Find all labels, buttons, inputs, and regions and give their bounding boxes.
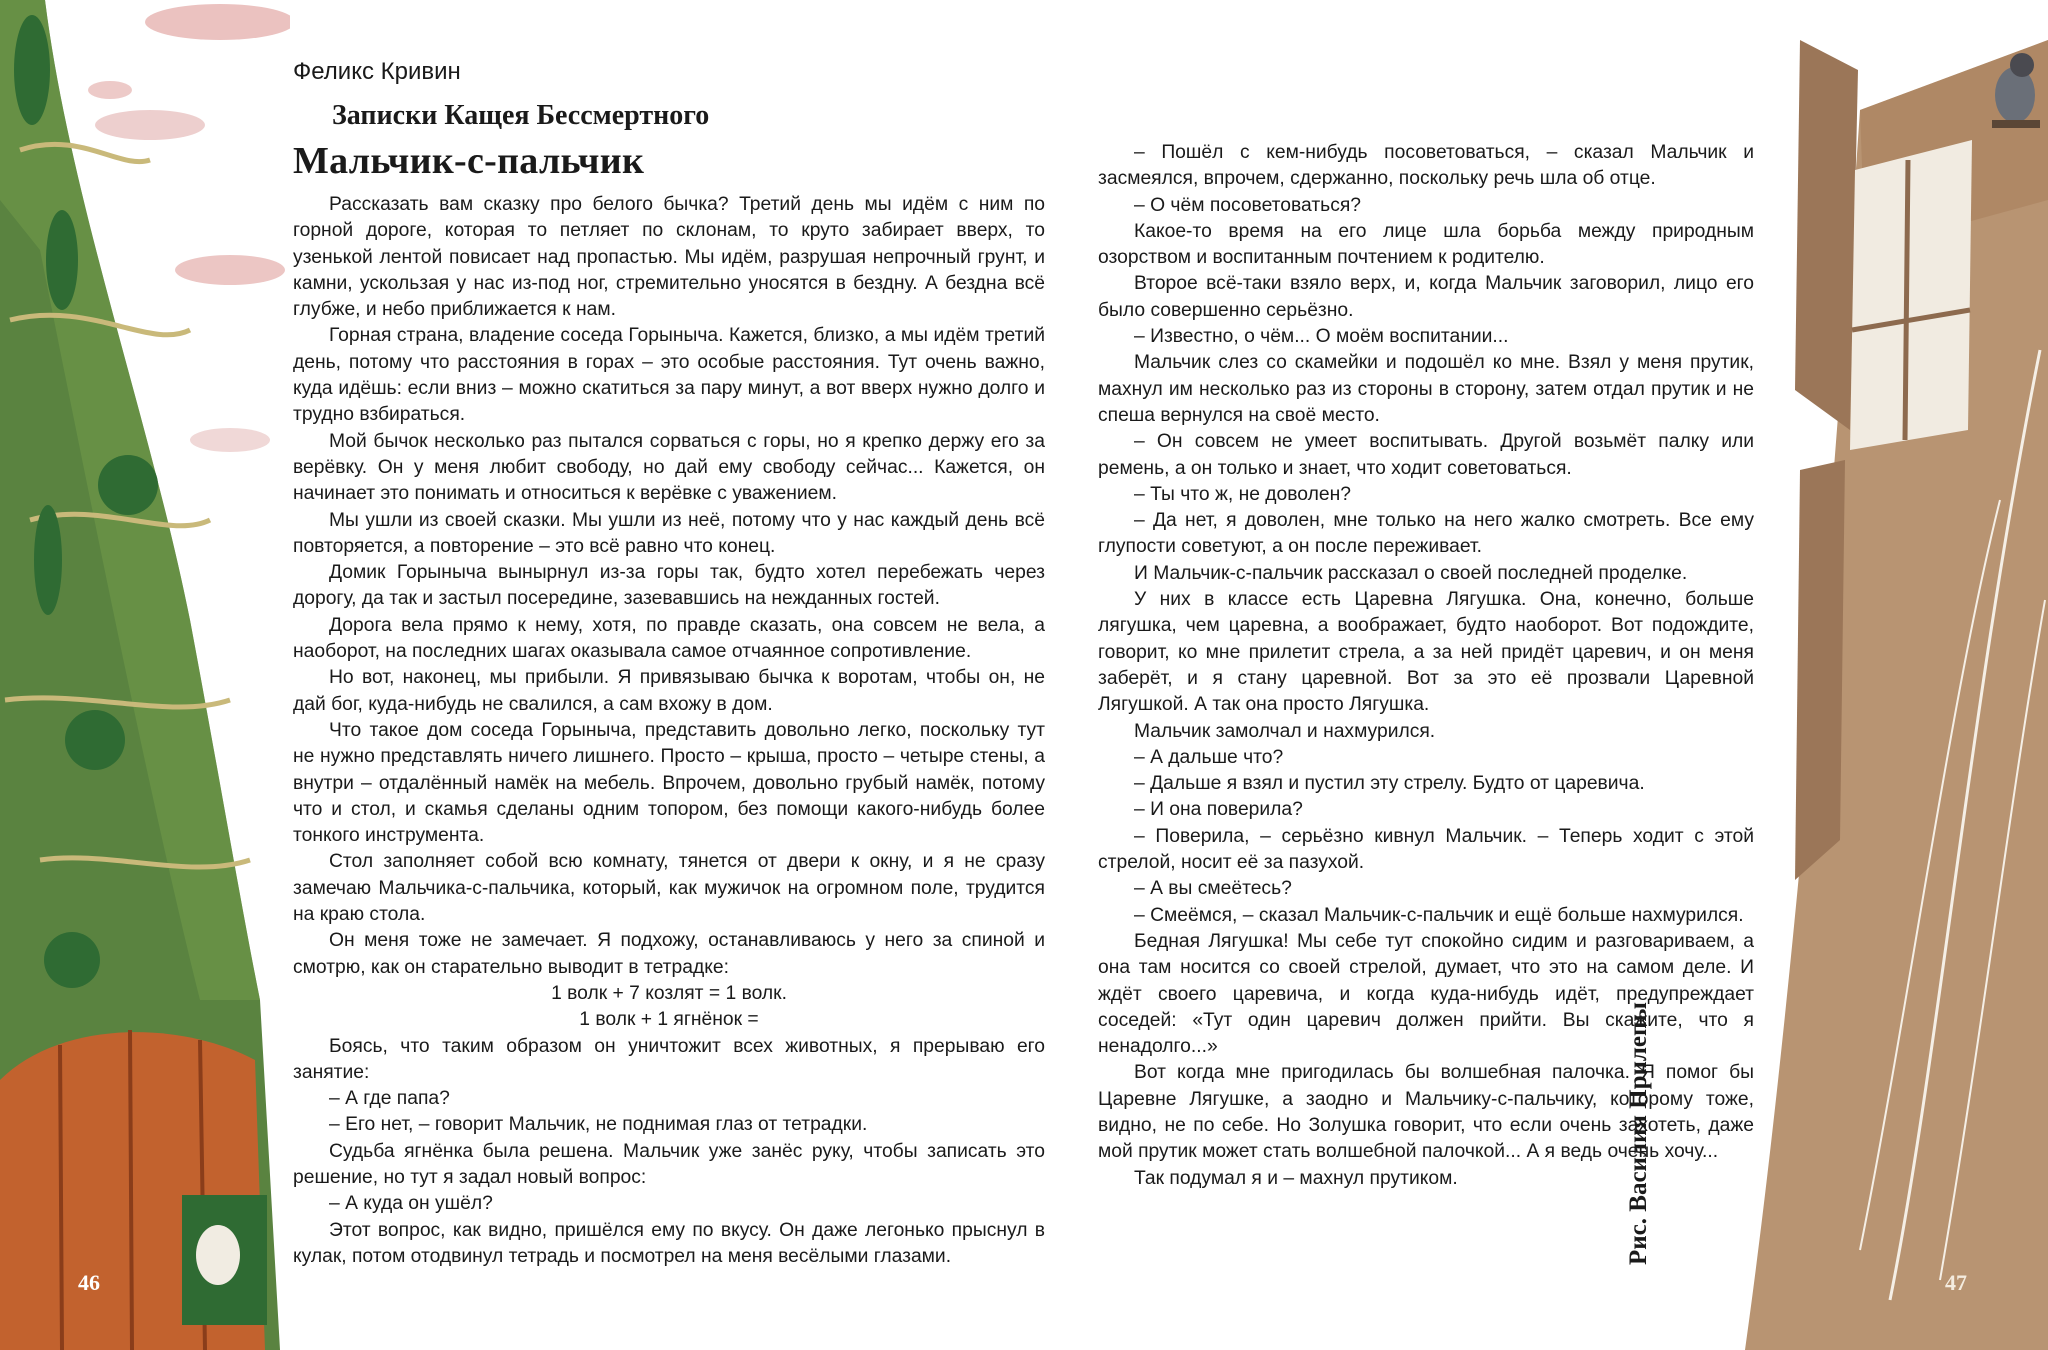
right-illustration	[1740, 0, 2048, 1350]
paragraph: Но вот, наконец, мы прибыли. Я привязываю бычка к воротам, чтобы он, не дай бог, куда-нибудь не свалился, а сам вхожу в дом.	[293, 667, 1045, 715]
dialogue-line: – А куда он ушёл?	[329, 1193, 493, 1215]
author-name: Феликс Кривин	[293, 58, 461, 85]
paragraph: У них в классе есть Царевна Лягушка. Она, конечно, больше лягушка, чем царевна, а воображает, будто наоборот. Вот подождите, говорит, ко мне прилетит стрела, а за ней придёт царевич, и он меня заберёт, и я стану царевной. Вот за это её прозвали Царевной Лягушкой. А так она просто Лягушка.	[1098, 589, 1754, 716]
dialogue-line: – Пошёл с кем-нибудь посоветоваться, – сказал Мальчик и засмеялся, впрочем, сдержанно, поскольку речь шла об отце.	[1098, 142, 1754, 190]
page-number-right: 47	[1945, 1270, 1967, 1295]
dialogue-line: – А дальше что?	[1134, 746, 1284, 768]
paragraph: Мой бычок несколько раз пытался сорваться с горы, но я крепко держу его за верёвку. Он у меня любит свободу, но дай ему свободу сейчас... Кажется, он начинает это понимать и относиться к верёвке с уважением.	[293, 430, 1045, 505]
left-text-column	[293, 192, 1045, 1270]
dialogue-line: – А вы смеётесь?	[1134, 878, 1292, 900]
dialogue-line: – Да нет, я доволен, мне только на него жалко смотреть. Все ему глупости советуют, а он после переживает.	[1098, 510, 1754, 558]
dialogue-line: – Дальше я взял и пустил эту стрелу. Будто от царевича.	[1134, 773, 1645, 795]
dialogue-line: – Известно, о чём... О моём воспитании...	[1134, 326, 1509, 348]
equation-line: 1 волк + 7 козлят = 1 волк.	[551, 982, 787, 1004]
series-title: Записки Кащея Бессмертного	[332, 100, 710, 131]
paragraph: Дорога вела прямо к нему, хотя, по правде сказать, она совсем не вела, а наоборот, на последних шагах оказывала самое отчаянное сопротивление.	[293, 614, 1045, 663]
story-title: Мальчик-с-пальчик	[293, 140, 645, 182]
paragraph: Боясь, что таким образом он уничтожит всех животных, я прерываю его занятие:	[293, 1035, 1045, 1083]
paragraph: Домик Горыныча вынырнул из-за горы так, будто хотел перебежать через дорогу, да так и застыл посередине, зазевавшись на нежданных гостей.	[293, 562, 1045, 610]
dialogue-line: – Смеёмся, – сказал Мальчик-с-пальчик и ещё больше нахмурился.	[1134, 904, 1744, 926]
equation-line: 1 волк + 1 ягнёнок =	[579, 1009, 759, 1031]
paragraph: И Мальчик-с-пальчик рассказал о своей последней проделке.	[1134, 562, 1688, 584]
dialogue-line: – О чём посоветоваться?	[1134, 194, 1362, 216]
dialogue-line: – А где папа?	[329, 1088, 450, 1110]
paragraph: Мальчик замолчал и нахмурился.	[1134, 720, 1436, 742]
dialogue-line: – Он совсем не умеет воспитывать. Другой возьмёт палку или ремень, а он только и знает, что ходит советоваться.	[1098, 431, 1754, 479]
paragraph: Судьба ягнёнка была решена. Мальчик уже занёс руку, чтобы записать это решение, но тут я задал новый вопрос:	[293, 1140, 1045, 1188]
dialogue-line: – И она поверила?	[1134, 799, 1303, 821]
mountain-drawing	[0, 0, 290, 1350]
house-wall-drawing	[1740, 0, 2048, 1350]
paragraph: Горная страна, владение соседа Горыныча. Кажется, близко, а мы идём третий день, потому что расстояния в горах – это особые расстояния. Тут очень важно, куда идёшь: если вниз – можно скатиться за пару минут, а вот вверх нужно долго и трудно взбираться.	[293, 325, 1045, 426]
illustration-credit: Рис. Василия Прилепы	[1625, 1002, 1652, 1265]
paragraph: Стол заполняет собой всю комнату, тянется от двери к окну, и я не сразу замечаю Мальчика-с-пальчика, который, как мужичок на огромном поле, трудится на краю стола.	[293, 851, 1045, 926]
page-number-left: 46	[78, 1270, 100, 1295]
dialogue-line: – Ты что ж, не доволен?	[1134, 483, 1351, 505]
dialogue-line: – Поверила, – серьёзно кивнул Мальчик. – Теперь ходит с этой стрелой, носит её за пазухой.	[1098, 825, 1754, 874]
paragraph: Рассказать вам сказку про белого бычка? Третий день мы идём с ним по горной дороге, которая то петляет по склонам, то круто забирает вверх, то узенькой лентой повисает над пропастью. Мы идём, разрушая непрочный грунт, и камни, ускользая у нас из-под ног, стремительно уносятся в бездну. А бездна всё глубже, и небо приближается к нам.	[293, 194, 1045, 321]
paragraph: Какое-то время на его лице шла борьба между природным озорством и воспитанным почтением к родителю.	[1098, 220, 1754, 269]
paragraph: Он меня тоже не замечает. Я подхожу, останавливаюсь у него за спиной и смотрю, как он старательно выводит в тетрадке:	[293, 930, 1045, 978]
paragraph: Второе всё-таки взяло верх, и, когда Мальчик заговорил, лицо его было совершенно серьёзно.	[1098, 273, 1754, 321]
paragraph: Так подумал я и – махнул прутиком.	[1134, 1167, 1458, 1189]
paragraph: Мы ушли из своей сказки. Мы ушли из неё, потому что у нас каждый день всё повторяется, а повторение – это всё равно что конец.	[293, 509, 1045, 557]
paragraph: Бедная Лягушка! Мы себе тут спокойно сидим и разговариваем, а она там носится со своей стрелой, думает, что это на самом деле. И ждёт своего царевича, и когда куда-нибудь идёт, предупреждает соседей: «Тут один царевич должен прийти. Вы скажите, что я ненадолго...»	[1098, 930, 1754, 1058]
paragraph: Этот вопрос, как видно, пришёлся ему по вкусу. Он даже легонько прыснул в кулак, потом отодвинул тетрадь и посмотрел на меня весёлыми глазами.	[293, 1219, 1045, 1267]
left-illustration	[0, 0, 290, 1350]
paragraph: Вот когда мне пригодилась бы волшебная палочка. Я помог бы Царевне Лягушке, а заодно и Мальчику-с-пальчику, которому тоже, видно, не по себе. Но Золушка говорит, что если очень захотеть, даже мой прутик может стать волшебной палочкой... А я ведь очень хочу...	[1098, 1062, 1754, 1163]
right-text-column	[1098, 140, 1754, 1192]
dialogue-line: – Его нет, – говорит Мальчик, не поднимая глаз от тетрадки.	[329, 1114, 868, 1136]
paragraph: Мальчик слез со скамейки и подошёл ко мне. Взял у меня прутик, махнул им несколько раз из стороны в сторону, затем отдал прутик и не спеша вернулся на своё место.	[1098, 352, 1754, 426]
paragraph: Что такое дом соседа Горыныча, представить довольно легко, поскольку тут не нужно представлять ничего лишнего. Просто – крыша, просто – четыре стены, а внутри – отдалённый намёк на мебель. Впрочем, довольно грубый намёк, потому что и стол, и скамья сделаны одним топором, без помощи какого-нибудь более тонкого инструмента.	[293, 719, 1045, 847]
